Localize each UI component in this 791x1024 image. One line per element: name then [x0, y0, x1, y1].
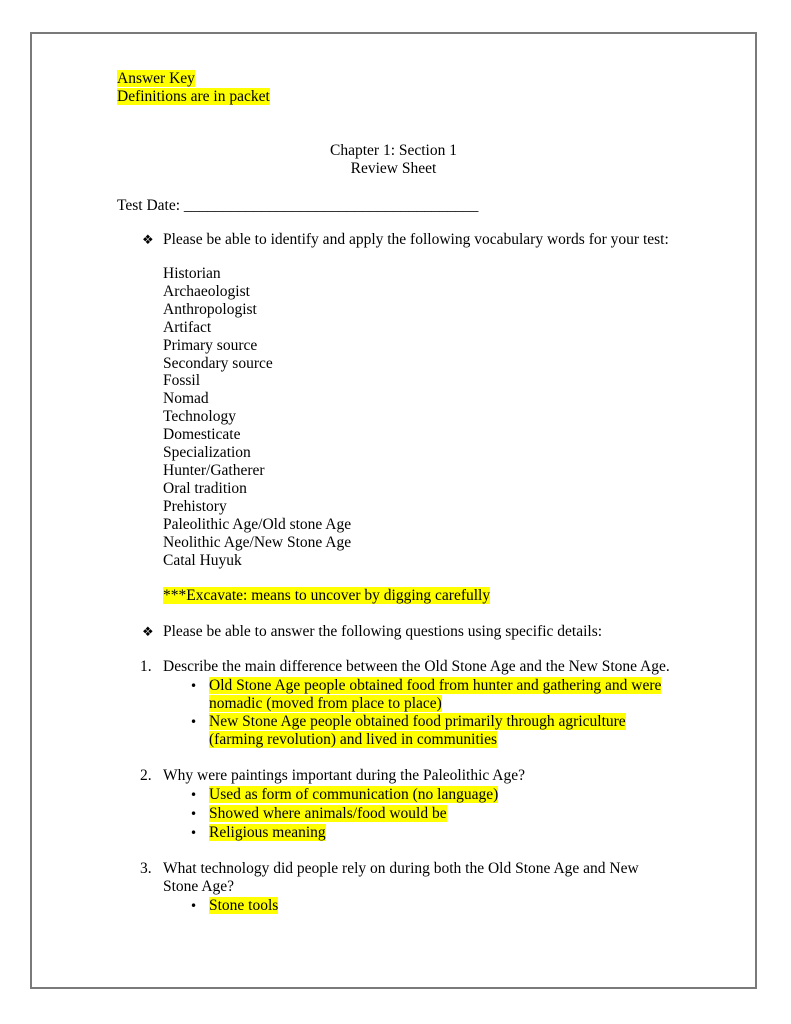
bullet-icon: • [190, 807, 198, 821]
question-number: 1. [140, 658, 152, 675]
vocab-item: Archaeologist [163, 282, 250, 300]
question-number: 3. [140, 860, 152, 877]
vocab-item: Hunter/Gatherer [163, 461, 265, 479]
bullet-icon: • [190, 788, 198, 802]
answer-line: (farming revolution) and lived in communities [209, 731, 497, 748]
test-date-line [117, 197, 478, 215]
vocab-item: Primary source [163, 336, 258, 354]
vocab-item: Neolithic Age/New Stone Age [163, 533, 352, 551]
excavate-note: ***Excavate: means to uncover by digging carefully [163, 587, 491, 604]
question-text: Stone Age? [163, 878, 235, 895]
answer-key-label: Answer Key [117, 70, 195, 87]
vocab-item: Historian [163, 265, 221, 282]
vocab-item: Paleolithic Age/Old stone Age [163, 515, 352, 533]
vocab-item: Technology [163, 408, 236, 426]
answer-line: Old Stone Age people obtained food from hunter and gathering and were [209, 677, 662, 694]
review-sheet-title: Review Sheet [350, 160, 437, 177]
test-date-label: Test Date: [117, 197, 181, 214]
bullet-icon: • [190, 826, 198, 840]
vocab-item: Fossil [163, 372, 201, 390]
bullet-icon: • [190, 899, 198, 913]
vocab-item: Artifact [163, 318, 212, 336]
answer-line: Showed where animals/food would be [209, 805, 447, 822]
question-text: Describe the main difference between the Old Stone Age and the New Stone Age. [163, 658, 670, 675]
question-text: Why were paintings important during the Paleolithic Age? [163, 767, 526, 784]
chapter-title: Chapter 1: Section 1 [330, 142, 457, 159]
bullet-icon: • [190, 679, 198, 693]
test-date-blank: ______________________________________ [183, 197, 479, 214]
vocab-item: Domesticate [163, 426, 241, 444]
answer-line: nomadic (moved from place to place) [209, 695, 442, 712]
answer-line: Used as form of communication (no language) [209, 786, 499, 803]
answer-line: Stone tools [209, 897, 279, 914]
vocab-item: Catal Huyuk [163, 551, 242, 569]
vocab-item: Anthropologist [163, 300, 257, 318]
answer-line: Religious meaning [209, 824, 326, 841]
definitions-note: Definitions are in packet [117, 88, 270, 105]
diamond-bullet-icon: ❖ [142, 233, 154, 248]
vocab-item: Oral tradition [163, 479, 247, 497]
vocab-instruction: Please be able to identify and apply the following vocabulary words for your test: [163, 231, 669, 248]
diamond-bullet-icon: ❖ [142, 625, 154, 640]
vocab-item: Nomad [163, 390, 209, 408]
question-number: 2. [140, 767, 152, 784]
vocab-item: Prehistory [163, 497, 227, 515]
vocab-list [163, 265, 351, 569]
vocab-item: Secondary source [163, 354, 273, 372]
vocab-item: Specialization [163, 444, 251, 462]
answer-line: New Stone Age people obtained food primarily through agriculture [209, 713, 626, 730]
question-text: What technology did people rely on during both the Old Stone Age and New [163, 860, 639, 877]
bullet-icon: • [190, 715, 198, 729]
questions-instruction: Please be able to answer the following questions using specific details: [163, 623, 603, 640]
